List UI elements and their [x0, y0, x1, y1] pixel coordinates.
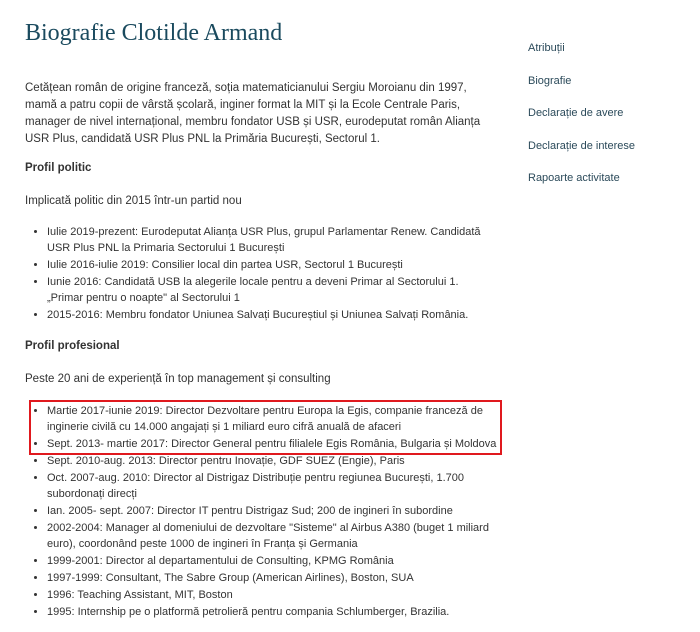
list-item: • 2015-2016: Membru fondator Uniunea Salvați Bucureștiul și Uniunea Salvați România.: [47, 307, 497, 323]
list-item: • 1997-1999: Consultant, The Sabre Group (American Airlines), Boston, SUA: [47, 570, 497, 586]
sidebar-item-atributii[interactable]: Atribuții: [528, 42, 565, 54]
political-heading: Profil politic: [25, 162, 92, 174]
list-item: • Sept. 2013- martie 2017: Director General pentru filialele Egis România, Bulgaria și Moldova: [47, 436, 497, 452]
list-item: • Sept. 2010-aug. 2013: Director pentru Inovație, GDF SUEZ (Engie), Paris: [47, 453, 497, 469]
list-item: • Martie 2017-iunie 2019: Director Dezvoltare pentru Europa la Egis, companie franceză de inginerie civilă cu 14.000 angajați și 1 miliard euro cifră anuală de afaceri: [47, 403, 497, 435]
sidebar-item-declaratie-interese[interactable]: Declarație de interese: [528, 139, 636, 152]
list-item: • Iulie 2019-prezent: Eurodeputat Alianța USR Plus, grupul Parlamentar Renew. Candidată USR Plus PNL la Primaria Sectorului 1 București: [47, 224, 497, 256]
sidebar-item-rapoarte[interactable]: Rapoarte activitate: [528, 172, 620, 185]
sidebar-item-biografie[interactable]: Biografie: [528, 74, 572, 87]
professional-heading: Profil profesional: [25, 340, 120, 352]
political-text: Implicată politic din 2015 într-un partid nou: [25, 195, 242, 207]
intro-paragraph: Cetățean român de origine franceză, soția matematicianului Sergiu Moroianu din 1997, mamă a patru copii de vârstă școlară, inginer format la MIT și la Ecole Centrale Paris, manager de nivel internațional, membru fondator USB și USR, eurodeputat român Alianța USR Plus, candidată USR Plus PNL la Primăria București, Sectorul 1.: [25, 82, 481, 145]
professional-list: [25, 403, 497, 621]
professional-text: Peste 20 ani de experiență în top management și consulting: [25, 373, 331, 385]
page-title: Biografie Clotilde Armand: [25, 20, 283, 46]
list-item: • Iulie 2016-iulie 2019: Consilier local din partea USR, Sectorul 1 București: [47, 257, 497, 273]
sidebar-item-declaratie-avere[interactable]: Declarație de avere: [528, 107, 624, 120]
list-item: • 1999-2001: Director al departamentului de Consulting, KPMG România: [47, 553, 497, 569]
list-item: • 1996: Teaching Assistant, MIT, Boston: [47, 587, 497, 603]
sidebar-nav: [528, 40, 635, 203]
list-item: • Iunie 2016: Candidată USB la alegerile locale pentru a deveni Primar al Sectorului 1. „Primar pentru o noapte" al Sectorului 1: [47, 274, 497, 306]
list-item: • 2002-2004: Manager al domeniului de dezvoltare "Sisteme" al Airbus A380 (buget 1 miliard euro), coordonând peste 1000 de ingineri în Franța și Germania: [47, 520, 497, 552]
list-item: • 1995: Internship pe o platformă petrolieră pentru compania Schlumberger, Brazilia.: [47, 604, 497, 620]
list-item: • Oct. 2007-aug. 2010: Director al Distrigaz Distribuție pentru regiunea București, 1.700 subordonați direcți: [47, 470, 497, 502]
list-item: • Ian. 2005- sept. 2007: Director IT pentru Distrigaz Sud; 200 de ingineri în subordine: [47, 503, 497, 519]
political-list: [25, 224, 497, 324]
